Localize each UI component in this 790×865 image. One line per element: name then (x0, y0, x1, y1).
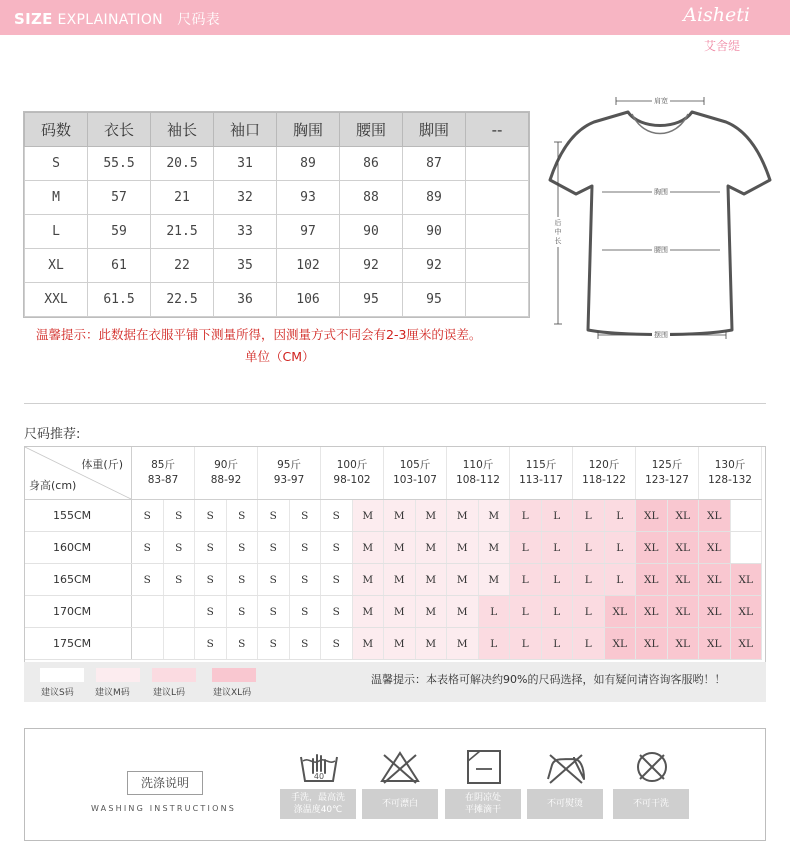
size-recommend-cell: XL (636, 628, 668, 660)
size-recommend-cell: S (289, 596, 321, 628)
size-recommend-cell: M (352, 500, 384, 532)
size-recommend-cell: L (604, 500, 636, 532)
recommend-corner (25, 447, 132, 500)
legend-label: 建议S码 (41, 688, 74, 698)
weight-header: 90斤 88-92 (195, 447, 258, 500)
size-cell: 106 (277, 283, 340, 317)
size-cell: 97 (277, 215, 340, 249)
measurement-tip: 温馨提示：此数据在衣服平铺下测量所得，因测量方式不同会有2-3厘米的误差。 (36, 327, 482, 342)
size-recommend-cell: XL (636, 596, 668, 628)
recommend-title: 尺码推荐: (24, 427, 81, 442)
size-recommend-cell: L (573, 532, 605, 564)
size-recommend-cell: L (478, 596, 510, 628)
size-recommend-cell: XL (699, 564, 731, 596)
size-recommend-cell: L (478, 628, 510, 660)
size-cell: 95 (403, 283, 466, 317)
size-table-row (25, 283, 529, 317)
size-recommend-cell: M (415, 564, 447, 596)
size-table-row (25, 249, 529, 283)
size-table (24, 112, 529, 317)
size-recommend-cell: S (163, 500, 195, 532)
size-recommend-cell: S (132, 564, 164, 596)
size-recommend-cell: L (510, 500, 542, 532)
height-cell: 170CM (25, 596, 132, 628)
size-recommend-cell: S (195, 532, 227, 564)
size-cell (466, 283, 529, 317)
size-recommend-cell: M (384, 628, 416, 660)
legend-swatch-l (152, 668, 196, 682)
size-header-cell: 衣长 (88, 113, 151, 147)
no-dry-clean-icon (630, 747, 674, 787)
size-cell: 57 (88, 181, 151, 215)
size-recommend-cell: S (258, 532, 290, 564)
size-cell: 87 (403, 147, 466, 181)
size-recommend-cell: M (447, 596, 479, 628)
size-recommend-cell: S (258, 564, 290, 596)
page-title: SIZE EXPLAINATION 尺码表 (14, 10, 221, 28)
size-cell (466, 181, 529, 215)
size-cell: 22.5 (151, 283, 214, 317)
size-recommend-cell: M (447, 500, 479, 532)
size-recommend-cell: XL (667, 500, 699, 532)
size-recommend-cell: S (163, 564, 195, 596)
size-recommend-cell: L (541, 628, 573, 660)
size-recommend-cell: M (447, 532, 479, 564)
size-cell: 102 (277, 249, 340, 283)
height-axis-label: 身高(cm) (29, 479, 77, 492)
size-recommend-cell: M (384, 564, 416, 596)
recommend-header-row (25, 447, 762, 500)
size-recommend-cell: S (289, 500, 321, 532)
weight-axis-label: 体重(斤) (81, 458, 123, 471)
size-cell: 22 (151, 249, 214, 283)
size-recommend-cell: XL (667, 596, 699, 628)
size-recommend-cell: L (573, 628, 605, 660)
size-table-row (25, 147, 529, 181)
size-recommend-cell: S (226, 628, 258, 660)
size-cell: 35 (214, 249, 277, 283)
size-recommend-cell: S (321, 596, 353, 628)
hem-label: 摆围 (654, 331, 668, 339)
size-recommend-cell: XL (667, 532, 699, 564)
size-recommend-cell: S (289, 628, 321, 660)
size-cell: 61.5 (88, 283, 151, 317)
shade-dry-icon (462, 747, 506, 787)
height-cell: 155CM (25, 500, 132, 532)
size-recommend-cell: L (604, 532, 636, 564)
size-cell: 89 (403, 181, 466, 215)
size-cell: 95 (340, 283, 403, 317)
size-cell: 93 (277, 181, 340, 215)
size-recommend-cell: M (352, 564, 384, 596)
size-recommend-cell (132, 628, 164, 660)
size-recommend-cell (163, 596, 195, 628)
size-recommend-cell: L (541, 532, 573, 564)
size-recommend-cell: XL (699, 500, 731, 532)
size-recommend-cell: M (415, 500, 447, 532)
weight-header: 125斤 123-127 (636, 447, 699, 500)
size-recommend-cell: L (510, 628, 542, 660)
washing-subtitle: WASHING INSTRUCTIONS (91, 804, 237, 813)
size-cell: 92 (403, 249, 466, 283)
size-cell: 90 (403, 215, 466, 249)
size-recommend-cell: L (541, 500, 573, 532)
legend-swatch-xl (212, 668, 256, 682)
recommend-row (25, 500, 762, 532)
size-cell: 20.5 (151, 147, 214, 181)
size-recommend-cell: XL (730, 628, 762, 660)
size-recommend-cell: M (415, 532, 447, 564)
size-recommend-cell: XL (730, 596, 762, 628)
no-bleach-label: 不可漂白 (362, 789, 438, 819)
size-header-cell: 腰围 (340, 113, 403, 147)
size-cell: 32 (214, 181, 277, 215)
size-recommend-cell: M (478, 500, 510, 532)
section-divider (24, 403, 766, 404)
hand-wash-label: 手洗，最高洗 涤温度40℃ (280, 789, 356, 819)
size-recommend-cell: XL (604, 596, 636, 628)
size-cell: 33 (214, 215, 277, 249)
size-table-row (25, 181, 529, 215)
size-recommend-cell: L (510, 596, 542, 628)
shade-dry-label: 在阴凉处 平摊滴干 (445, 789, 521, 819)
size-cell: 31 (214, 147, 277, 181)
svg-text:40: 40 (313, 772, 325, 781)
size-legend (24, 662, 766, 702)
size-recommend-cell: L (604, 564, 636, 596)
size-cell: 59 (88, 215, 151, 249)
size-recommend-cell: S (195, 628, 227, 660)
brand-logo: Aisheti (683, 4, 750, 26)
length-label: 长 (554, 237, 562, 245)
size-recommend-cell: L (573, 564, 605, 596)
size-recommend-cell: S (226, 564, 258, 596)
size-recommend-cell: S (195, 500, 227, 532)
size-cell: 36 (214, 283, 277, 317)
size-cell: 92 (340, 249, 403, 283)
length-label: 后 (554, 219, 562, 227)
size-recommend-cell (132, 596, 164, 628)
chest-label: 胸围 (654, 188, 668, 196)
size-recommend-cell: M (478, 564, 510, 596)
size-recommend-cell: S (226, 532, 258, 564)
size-recommend-cell: S (289, 532, 321, 564)
no-bleach-icon (378, 747, 422, 787)
recommend-row (25, 596, 762, 628)
header-bar (0, 0, 790, 35)
size-cell: L (25, 215, 88, 249)
size-recommend-cell: XL (699, 628, 731, 660)
weight-header: 130斤 128-132 (699, 447, 762, 500)
size-table-header-row (25, 113, 529, 147)
legend-label: 建议M码 (95, 688, 130, 698)
size-recommend-cell: XL (699, 596, 731, 628)
size-header-cell: 胸围 (277, 113, 340, 147)
size-recommend-cell: L (510, 532, 542, 564)
weight-header: 105斤 103-107 (384, 447, 447, 500)
weight-header: 120斤 118-122 (573, 447, 636, 500)
weight-header: 110斤 108-112 (447, 447, 510, 500)
weight-header: 100斤 98-102 (321, 447, 384, 500)
size-recommend-cell: S (226, 596, 258, 628)
waist-label: 腰围 (654, 246, 668, 254)
size-recommend-cell: S (289, 564, 321, 596)
size-recommend-cell: M (352, 596, 384, 628)
brand-name-cn: 艾舍缇 (703, 39, 740, 53)
size-recommend-cell: M (478, 532, 510, 564)
weight-header: 95斤 93-97 (258, 447, 321, 500)
size-recommend-cell: XL (730, 564, 762, 596)
washing-section (24, 728, 766, 841)
size-recommend-cell: S (258, 500, 290, 532)
size-recommend-cell: S (132, 500, 164, 532)
size-cell: 21 (151, 181, 214, 215)
size-cell (466, 147, 529, 181)
weight-header: 85斤 83-87 (132, 447, 195, 500)
size-recommend-cell: XL (636, 500, 668, 532)
washing-title: 洗涤说明 (127, 771, 203, 795)
size-recommend-cell: M (384, 500, 416, 532)
size-recommend-cell: M (447, 564, 479, 596)
legend-label: 建议L码 (153, 688, 186, 698)
size-recommend-cell: M (447, 628, 479, 660)
weight-header: 115斤 113-117 (510, 447, 573, 500)
size-recommend-cell: S (321, 564, 353, 596)
legend-label: 建议XL码 (213, 688, 252, 698)
size-cell: 21.5 (151, 215, 214, 249)
tshirt-diagram (540, 90, 780, 355)
hand-wash-icon (297, 747, 341, 787)
size-cell (466, 249, 529, 283)
size-cell: 86 (340, 147, 403, 181)
size-cell: 61 (88, 249, 151, 283)
no-iron-icon (544, 747, 588, 787)
size-cell: S (25, 147, 88, 181)
size-recommend-cell: XL (699, 532, 731, 564)
height-cell: 165CM (25, 564, 132, 596)
shoulder-label: 肩宽 (654, 97, 668, 105)
size-header-cell: 脚围 (403, 113, 466, 147)
height-cell: 160CM (25, 532, 132, 564)
size-cell: 90 (340, 215, 403, 249)
size-recommend-cell: L (573, 500, 605, 532)
height-cell: 175CM (25, 628, 132, 660)
size-recommend-cell: M (384, 596, 416, 628)
no-iron-label: 不可熨烫 (527, 789, 603, 819)
size-recommend-cell (730, 532, 762, 564)
size-cell: XL (25, 249, 88, 283)
size-recommend-cell: M (352, 628, 384, 660)
size-recommend-cell: M (415, 596, 447, 628)
size-cell: M (25, 181, 88, 215)
size-recommend-cell: XL (667, 564, 699, 596)
size-recommend-cell: L (541, 564, 573, 596)
size-header-cell: 袖口 (214, 113, 277, 147)
size-recommend-cell: S (163, 532, 195, 564)
recommend-row (25, 564, 762, 596)
size-cell (466, 215, 529, 249)
size-recommend-cell: S (195, 564, 227, 596)
size-cell: 55.5 (88, 147, 151, 181)
size-recommend-cell: XL (667, 628, 699, 660)
legend-swatch-s (40, 668, 84, 682)
unit-note: 单位（CM） (245, 349, 315, 364)
size-header-cell: -- (466, 113, 529, 147)
size-recommend-cell: S (258, 596, 290, 628)
recommend-row (25, 532, 762, 564)
size-recommend-cell: S (321, 628, 353, 660)
size-recommend-cell: L (541, 596, 573, 628)
size-recommend-cell: M (352, 532, 384, 564)
size-recommend-cell: XL (604, 628, 636, 660)
legend-swatch-m (96, 668, 140, 682)
size-recommend-cell: L (510, 564, 542, 596)
size-table-row (25, 215, 529, 249)
size-recommend-cell: S (258, 628, 290, 660)
size-recommend-cell: S (226, 500, 258, 532)
size-cell: XXL (25, 283, 88, 317)
size-header-cell: 码数 (25, 113, 88, 147)
size-recommend-cell: S (321, 500, 353, 532)
size-header-cell: 袖长 (151, 113, 214, 147)
size-recommend-cell: M (415, 628, 447, 660)
size-recommend-cell: S (132, 532, 164, 564)
recommend-table (25, 447, 762, 660)
size-cell: 89 (277, 147, 340, 181)
size-recommend-cell: L (573, 596, 605, 628)
size-recommend-cell: S (195, 596, 227, 628)
length-label: 中 (554, 228, 562, 236)
tshirt-outline (550, 112, 770, 335)
size-recommend-cell: M (384, 532, 416, 564)
size-cell: 88 (340, 181, 403, 215)
no-dry-clean-label: 不可干洗 (613, 789, 689, 819)
size-recommend-cell (730, 500, 762, 532)
recommend-row (25, 628, 762, 660)
size-recommend-cell (163, 628, 195, 660)
size-recommend-cell: XL (636, 564, 668, 596)
size-recommend-cell: S (321, 532, 353, 564)
recommend-tip: 温馨提示：本表格可解决约90%的尺码选择，如有疑问请咨询客服哟！！ (371, 673, 726, 686)
size-recommend-cell: XL (636, 532, 668, 564)
